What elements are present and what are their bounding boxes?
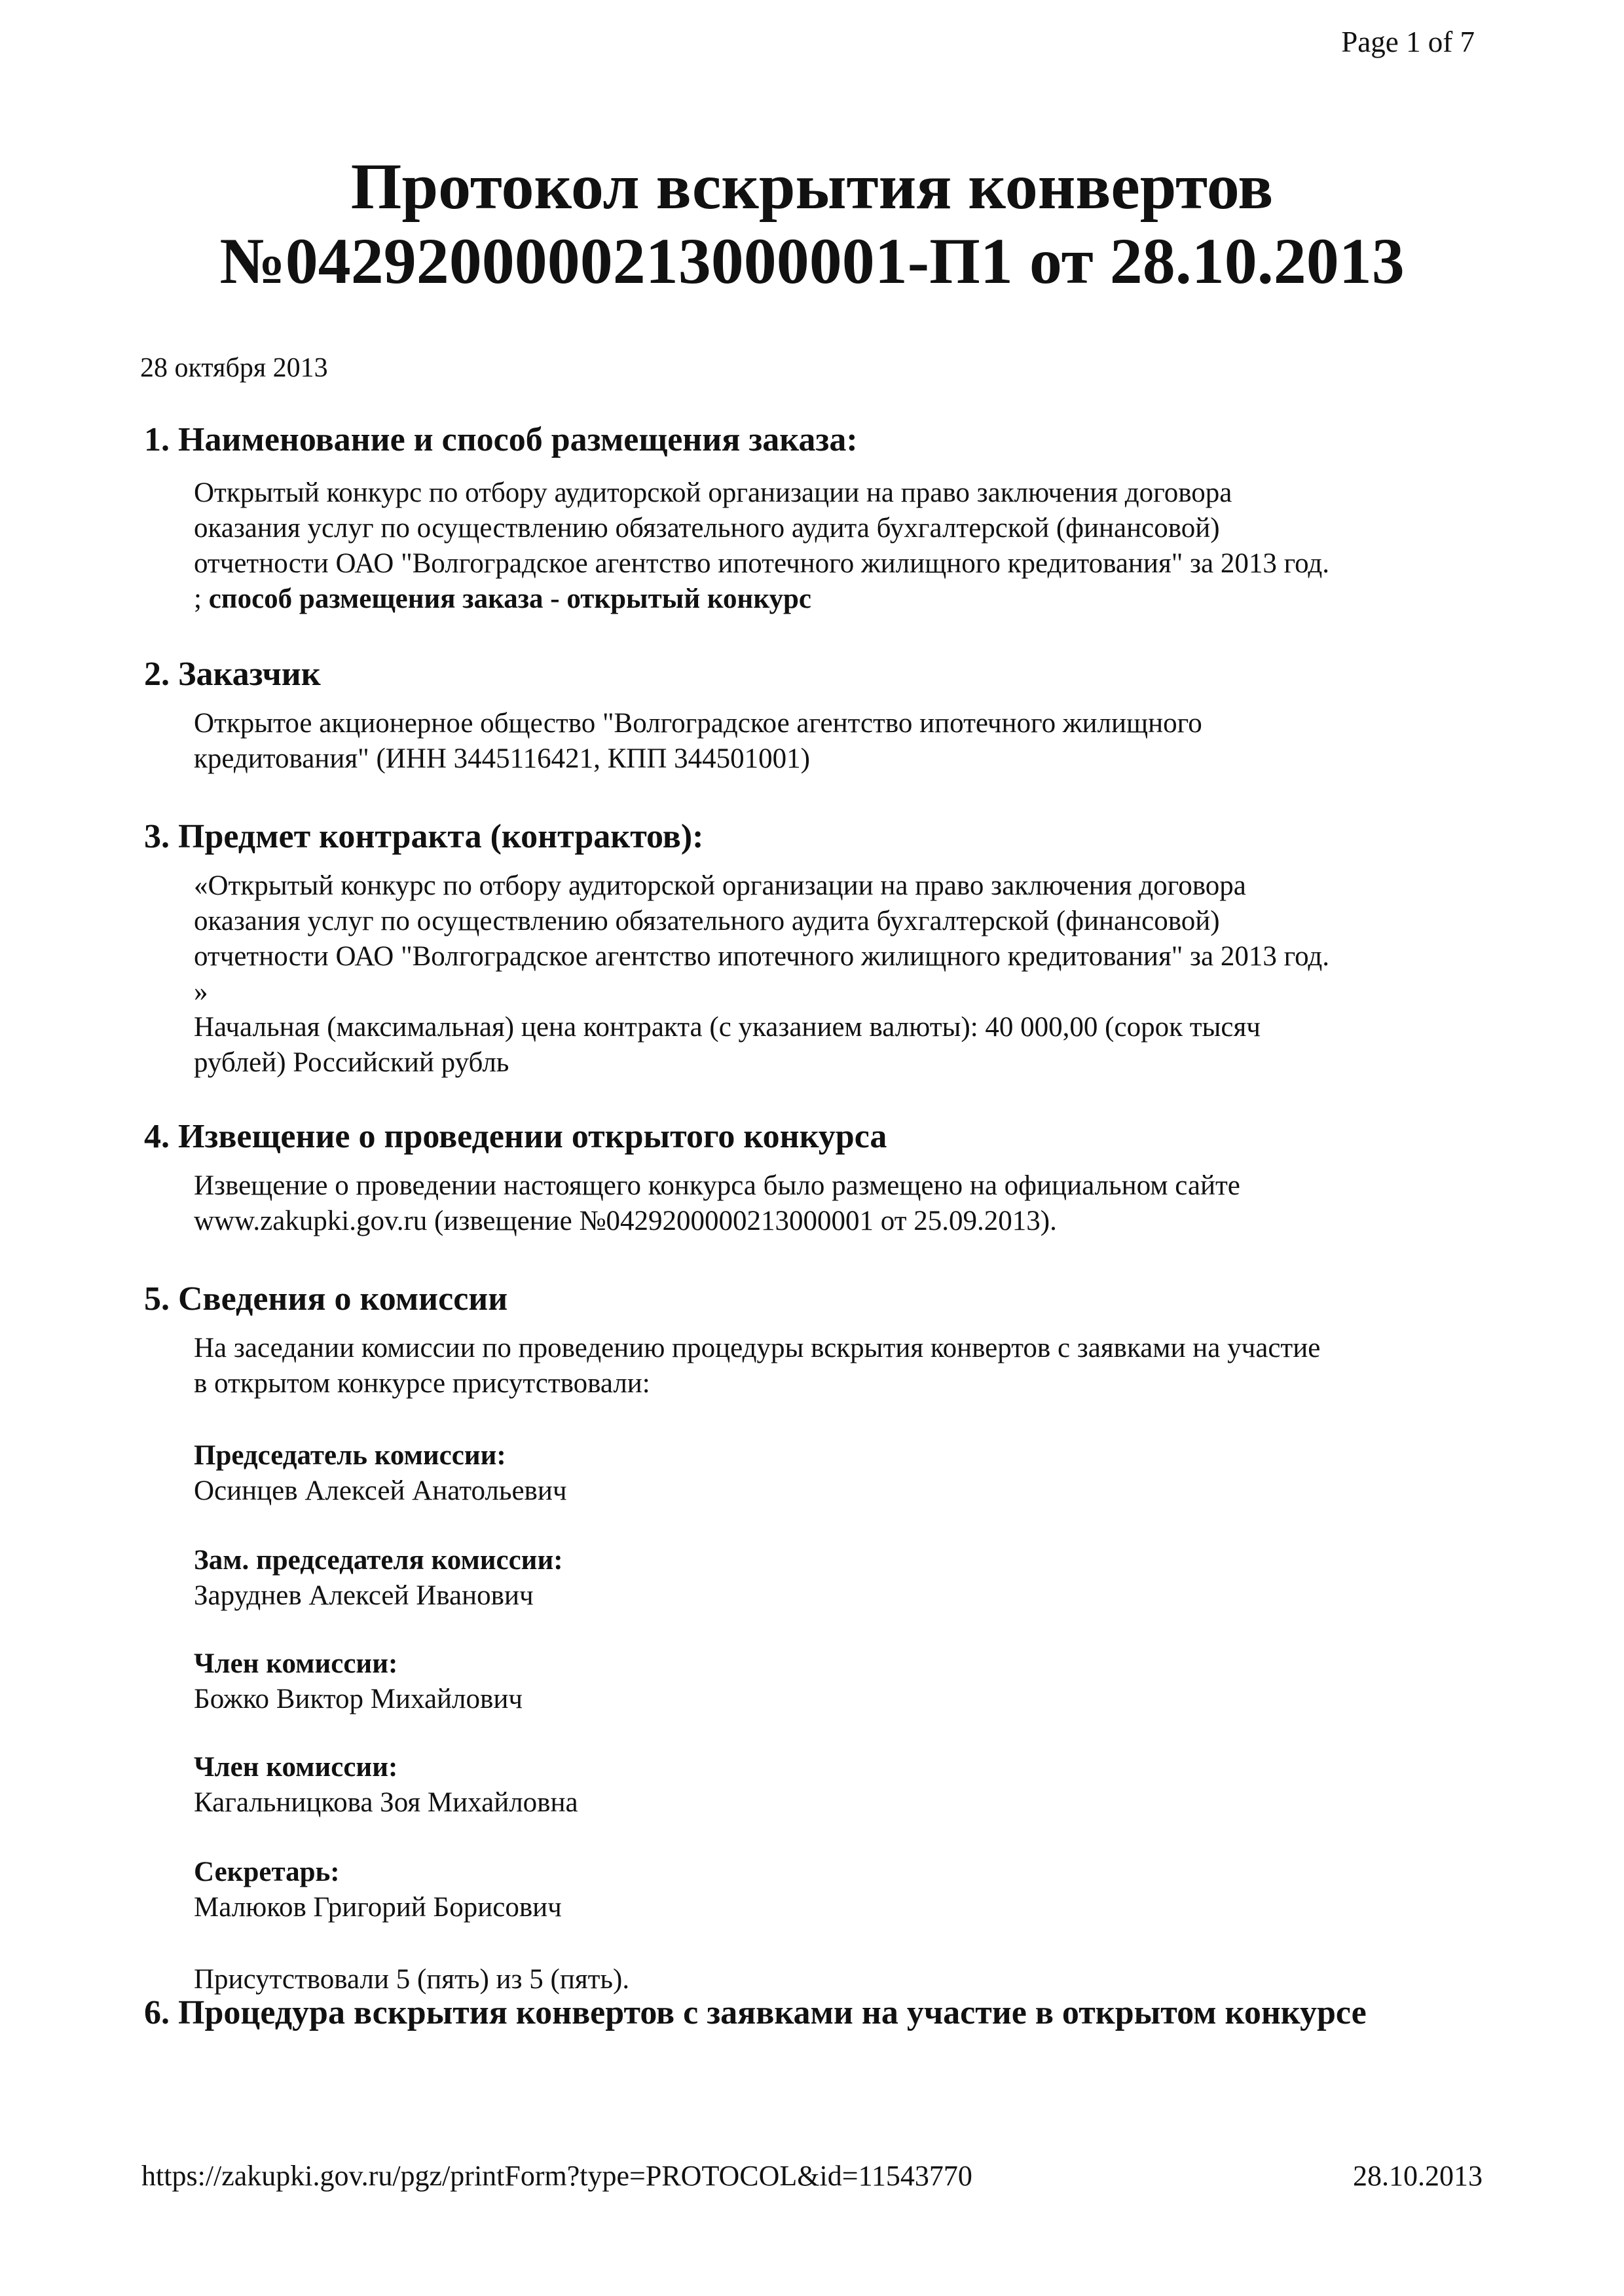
section-1-body	[194, 475, 1504, 617]
section-4-body	[194, 1168, 1504, 1239]
title-line-1: Протокол вскрытия конвертов	[350, 150, 1274, 223]
member-name: Малюков Григорий Борисович	[194, 1892, 562, 1923]
member-name: Заруднев Алексей Иванович	[194, 1580, 534, 1611]
document-date: 28 октября 2013	[140, 353, 328, 383]
section-2-line-2: кредитования" (ИНН 3445116421, КПП 344501001)	[194, 743, 810, 774]
section-1-heading: 1. Наименование и способ размещения заказа:	[144, 421, 858, 458]
member-role: Член комиссии:	[194, 1648, 398, 1679]
section-3-heading: 3. Предмет контракта (контрактов):	[144, 818, 704, 855]
title-line-2: №0429200000213000001-П1 от 28.10.2013	[219, 225, 1405, 297]
footer-date: 28.10.2013	[1353, 2160, 1483, 2192]
member-name: Кагальницкова Зоя Михайловна	[194, 1787, 578, 1818]
section-2-line-1: Открытое акционерное общество "Волгоградское агентство ипотечного жилищного	[194, 708, 1202, 739]
page-number: Page 1 of 7	[1341, 26, 1475, 58]
attendance-text: Присутствовали 5 (пять) из 5 (пять).	[194, 1964, 630, 1995]
page-title	[0, 149, 1624, 299]
section-3-body	[194, 868, 1504, 1081]
section-4-line-1: Извещение о проведении настоящего конкурса было размещено на официальном сайте	[194, 1170, 1240, 1201]
member-role: Секретарь:	[194, 1857, 340, 1887]
footer-url: https://zakupki.gov.ru/pgz/printForm?type=PROTOCOL&id=11543770	[141, 2160, 972, 2192]
section-1-line-1: Открытый конкурс по отбору аудиторской организации на право заключения договора	[194, 477, 1232, 508]
member-role: Председатель комиссии:	[194, 1440, 506, 1471]
section-5-heading: 5. Сведения о комиссии	[144, 1280, 508, 1318]
section-4-line-2: www.zakupki.gov.ru (извещение №0429200000213000001 от 25.09.2013).	[194, 1206, 1057, 1236]
commission-member	[194, 1855, 562, 1925]
section-1-line-2: оказания услуг по осуществлению обязательного аудита бухгалтерской (финансовой)	[194, 513, 1220, 544]
member-role: Зам. председателя комиссии:	[194, 1545, 563, 1576]
section-2-heading: 2. Заказчик	[144, 656, 321, 693]
commission-member	[194, 1438, 566, 1509]
section-5-line-1: На заседании комиссии по проведению процедуры вскрытия конвертов с заявками на участие	[194, 1333, 1321, 1363]
section-1-line-4	[194, 582, 1504, 617]
section-5-line-2: в открытом конкурсе присутствовали:	[194, 1368, 650, 1399]
commission-member	[194, 1646, 523, 1717]
section-3-line-6: рублей) Российский рубль	[194, 1047, 509, 1078]
section-3-line-3: отчетности ОАО "Волгоградское агентство ипотечного жилищного кредитования" за 2013 год.	[194, 941, 1330, 972]
section-3-line-2: оказания услуг по осуществлению обязательного аудита бухгалтерской (финансовой)	[194, 906, 1220, 936]
section-1-line-3: отчетности ОАО "Волгоградское агентство ипотечного жилищного кредитования" за 2013 год.	[194, 548, 1330, 579]
section-2-body	[194, 706, 1504, 777]
member-name: Осинцев Алексей Анатольевич	[194, 1475, 567, 1506]
section-6-heading: 6. Процедура вскрытия конвертов с заявками на участие в открытом конкурсе	[144, 1994, 1367, 2031]
section-1-line-4-prefix: ;	[194, 583, 209, 614]
commission-member	[194, 1750, 578, 1821]
placement-method: способ размещения заказа - открытый конкурс	[208, 583, 812, 614]
member-role: Член комиссии:	[194, 1752, 398, 1783]
member-name: Божко Виктор Михайлович	[194, 1684, 523, 1714]
section-3-line-4: »	[194, 976, 208, 1007]
commission-member	[194, 1543, 563, 1614]
section-4-heading: 4. Извещение о проведении открытого конкурса	[144, 1118, 887, 1155]
section-5-intro	[194, 1331, 1504, 1401]
section-3-line-1: «Открытый конкурс по отбору аудиторской организации на право заключения договора	[194, 870, 1246, 901]
section-3-line-5: Начальная (максимальная) цена контракта (с указанием валюты): 40 000,00 (сорок тысяч	[194, 1012, 1261, 1043]
